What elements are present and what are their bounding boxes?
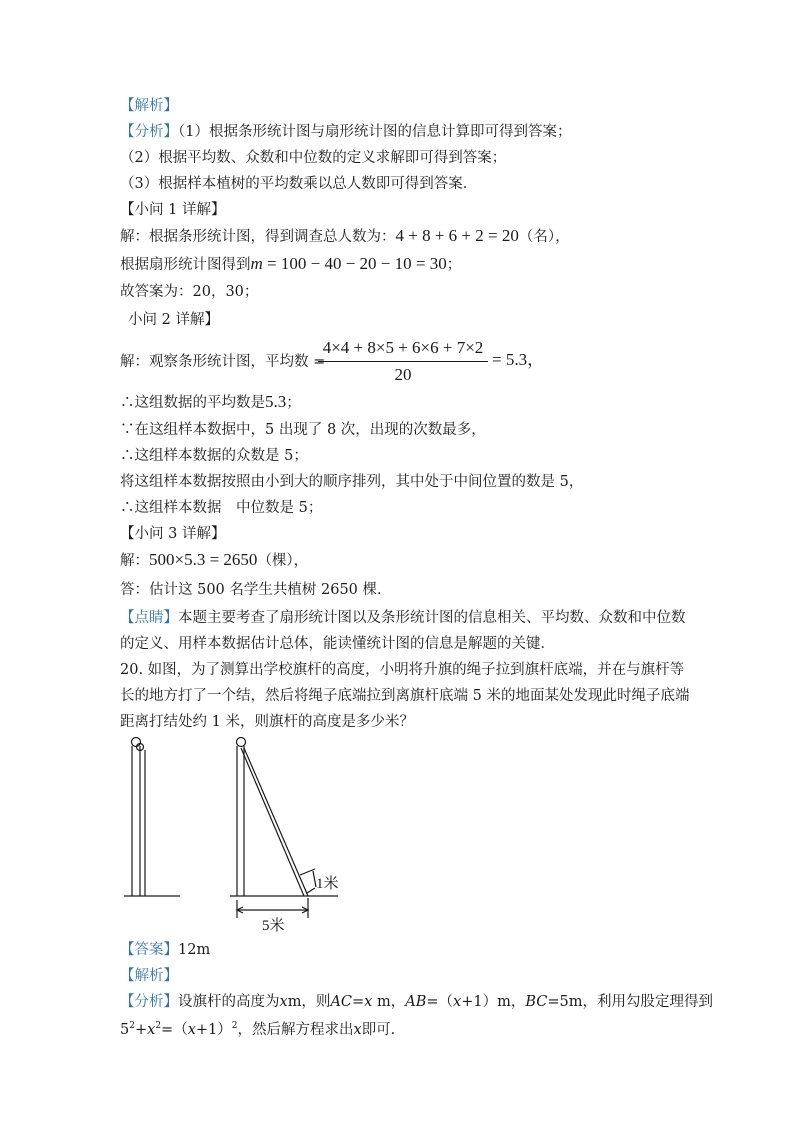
q1-line-2-suffix: ； (446, 257, 462, 273)
fenxi-tag: 【分析】 (120, 124, 178, 140)
var-x: x (453, 994, 462, 1010)
analysis-line-2: （2）根据平均数、众数和中位数的定义求解即可得到答案； (120, 150, 507, 166)
q1-line-2 (120, 254, 461, 275)
q2-line-2 (120, 392, 301, 413)
q3-line-1-text: 解： (120, 553, 149, 569)
text-seg: 即可． (361, 1022, 406, 1038)
q2-line-4: ∴这组样本数据的众数是 5； (120, 448, 308, 464)
q2-line-1-result: = 5.3， (492, 350, 545, 369)
q1-line-2-text: 根据扇形统计图得到 (120, 257, 251, 273)
dianjing-text-1: 本题主要考查了扇形统计图以及条形统计图的信息相关、平均数、众数和中位数 (178, 610, 686, 626)
var-ac: AC (330, 994, 353, 1010)
text-seg: =5m，利用勾股定理得到 (547, 994, 713, 1010)
superscript: 2 (129, 1021, 135, 1032)
text-seg: +1） (195, 1022, 232, 1038)
analysis-b-line-1 (120, 992, 713, 1012)
q1-line-2-var: m (250, 254, 263, 273)
rope-line-outer (244, 748, 308, 896)
subquestion-2-title: 小问 2 详解】 (128, 312, 219, 328)
analysis-heading-2: 【解析】 (120, 968, 178, 984)
var-x: x (279, 994, 288, 1010)
q2-line-5: 将这组样本数据按照由小到大的顺序排列，其中处于中间位置的数是 5， (120, 474, 584, 490)
problem-20-line-1: 20. 如图，为了测算出学校旗杆的高度，小明将升旗的绳子拉到旗杆底端，并在与旗杆等 (120, 662, 685, 678)
q2-line-2-text: ∴这组数据的平均数是 (120, 395, 265, 411)
q3-line-2: 答：估计这 500 名学生共植树 2650 棵． (120, 582, 392, 598)
text-seg: m， (372, 994, 406, 1010)
analysis-b-line-2 (120, 1020, 405, 1040)
analysis-line-1 (120, 122, 571, 142)
flagpole-figure (120, 730, 360, 935)
text-seg: 5 (120, 1022, 130, 1038)
superscript: 2 (155, 1021, 162, 1032)
var-x: x (147, 1022, 156, 1038)
label-5m: 5米 (262, 918, 285, 934)
problem-20-line-2: 长的地方打了一个结，然后将绳子底端拉到离旗杆底端 5 米的地面某处发现此时绳子底端 (120, 688, 690, 704)
answer-tag: 【答案】 (120, 942, 178, 958)
text-seg: m，则 (287, 994, 331, 1010)
var-bc: BC (525, 994, 548, 1010)
var-x: x (187, 1022, 196, 1038)
analysis-heading: 【解析】 (120, 98, 178, 114)
text-seg: ，然后解方程求出 (237, 1022, 354, 1038)
var-x: x (364, 994, 373, 1010)
label-1m: 1米 (316, 876, 339, 892)
answer-line (120, 940, 210, 960)
q1-line-1-math: 4 + 8 + 6 + 2 = 20 (395, 226, 519, 245)
subquestion-1-title: 【小问 1 详解】 (120, 202, 226, 218)
mean-fraction (318, 338, 488, 385)
text-seg: + (134, 1022, 148, 1038)
answer-text: 12m (178, 942, 211, 958)
text-seg: +1）m， (461, 994, 526, 1010)
analysis-line-3: （3）根据样本植树的平均数乘以总人数即可得到答案． (120, 176, 478, 192)
fenxi-b-tag: 【分析】 (120, 994, 178, 1010)
dianjing-tag: 【点睛】 (120, 610, 178, 626)
problem-20-line-3: 距离打结处约 1 米，则旗杆的高度是多少米？ (120, 714, 414, 730)
q1-line-1 (120, 226, 570, 247)
q2-line-3: ∵在这组样本数据中，5 出现了 8 次，出现的次数最多， (120, 422, 486, 438)
fenxi-text-1: （1）根据条形统计图与扇形统计图的信息计算即可得到答案； (178, 124, 572, 140)
q2-line-2-math: 5.3 (265, 392, 287, 411)
q3-line-1 (120, 550, 308, 571)
superscript: 2 (231, 1021, 238, 1032)
rope-line-inner (241, 748, 304, 896)
mean-fraction-denominator: 20 (394, 365, 412, 384)
text-seg: =（ (161, 1022, 188, 1038)
text-seg: =（ (426, 994, 454, 1010)
var-ab: AB (405, 994, 427, 1010)
q3-line-1-math: 500×5.3 = 2650 (149, 550, 258, 569)
q3-line-1-suffix: （棵）， (257, 553, 309, 569)
q2-line-1-text: 解：观察条形统计图，平均数 = (120, 354, 326, 370)
mean-fraction-numerator: 4×4 + 8×5 + 6×6 + 7×2 (318, 338, 488, 362)
text-seg: = (352, 994, 365, 1010)
q2-line-2-suffix: ； (286, 395, 301, 411)
q2-line-6: ∴这组样本数据 中位数是 5； (120, 500, 323, 516)
q1-line-2-math: = 100 − 40 − 20 − 10 = 30 (262, 254, 447, 273)
flagpole-left (124, 738, 180, 897)
key-point-line-2: 的定义、用样本数据估计总体，能读懂统计图的信息是解题的关键． (120, 636, 555, 652)
key-point-line-1 (120, 608, 686, 628)
subquestion-3-title: 【小问 3 详解】 (120, 526, 226, 542)
q1-line-1-text: 解：根据条形统计图，得到调查总人数为： (120, 229, 396, 245)
var-x: x (353, 1022, 362, 1038)
q1-line-1-suffix: （名）， (518, 229, 570, 245)
q1-answer: 故答案为：20，30； (120, 284, 259, 300)
text-seg: 设旗杆的高度为 (178, 994, 280, 1010)
